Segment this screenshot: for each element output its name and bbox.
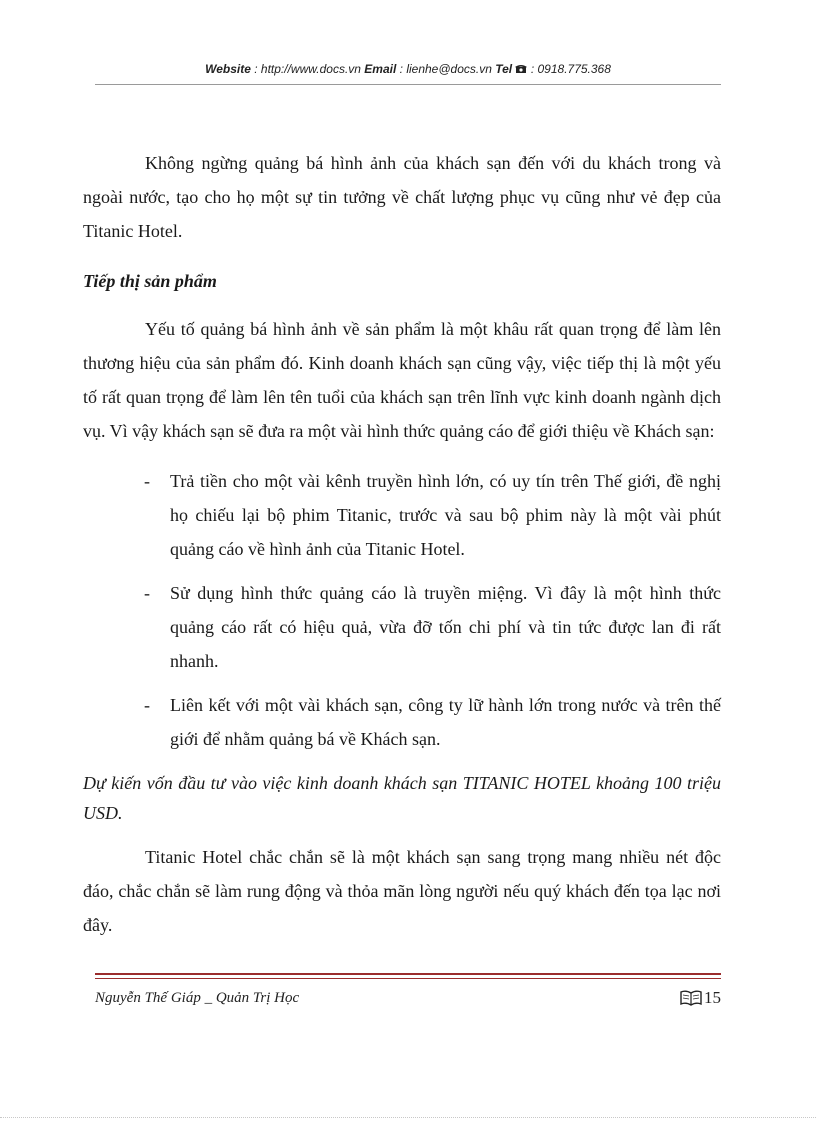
page-body — [83, 146, 721, 942]
footer-author: Nguyễn Thế Giáp _ Quản Trị Học — [95, 990, 300, 1006]
page-number: 15 — [704, 988, 721, 1007]
paragraph-intro: Không ngừng quảng bá hình ảnh của khách sạn đến với du khách trong và ngoài nước, tạo cho họ một sự tin tưởng về chất lượng phục vụ cũng như vẻ đẹp của Titanic Hotel. — [83, 153, 721, 241]
bullet-marker: - — [144, 695, 150, 715]
tel-label: Tel — [495, 62, 513, 76]
phone-icon — [515, 62, 530, 76]
bullet-list — [83, 464, 721, 756]
footer-divider-thin — [95, 978, 721, 979]
page-number-block — [680, 988, 721, 1008]
website-label: Website — [205, 62, 251, 76]
list-item — [83, 576, 721, 678]
page-header — [95, 62, 721, 76]
website-value: : http://www.docs.vn — [254, 62, 361, 76]
bullet-marker: - — [144, 583, 150, 603]
list-item-text: Trả tiền cho một vài kênh truyền hình lớn, có uy tín trên Thế giới, đề nghị họ chiếu lại bộ phim Titanic, trước và sau bộ phim này là một vài phút quảng cáo về hình ảnh của Titanic Hotel. — [170, 471, 721, 559]
section-heading: Tiếp thị sản phẩm — [83, 271, 217, 291]
page-bottom-edge — [0, 1117, 816, 1118]
paragraph-closing: Titanic Hotel chắc chắn sẽ là một khách sạn sang trọng mang nhiều nét độc đáo, chắc chắn sẽ làm rung động và thỏa mãn lòng người nếu quý khách đến tọa lạc nơi đây. — [83, 847, 721, 935]
tel-value: : 0918.775.368 — [530, 62, 611, 76]
bullet-marker: - — [144, 471, 150, 491]
list-item — [83, 688, 721, 756]
list-item-text: Sử dụng hình thức quảng cáo là truyền miệng. Vì đây là một hình thức quảng cáo rất có hiệu quả, vừa đỡ tốn chi phí và tin tức được lan đi rất nhanh. — [170, 583, 721, 671]
footer-divider-thick — [95, 973, 721, 975]
list-item — [83, 464, 721, 566]
paragraph-marketing: Yếu tố quảng bá hình ảnh về sản phẩm là một khâu rất quan trọng để làm lên thương hiệu của sản phẩm đó. Kinh doanh khách sạn cũng vậy, việc tiếp thị là một yếu tố rất quan trọng để làm lên tên tuổi của khách sạn trên lĩnh vực kinh doanh ngành dịch vụ. Vì vậy khách sạn sẽ đưa ra một vài hình thức quảng cáo để giới thiệu về Khách sạn: — [83, 319, 721, 441]
email-label: Email — [364, 62, 397, 76]
email-value: : lienhe@docs.vn — [399, 62, 492, 76]
book-icon — [680, 990, 702, 1006]
header-divider — [95, 84, 721, 85]
investment-note: Dự kiến vốn đầu tư vào việc kinh doanh khách sạn TITANIC HOTEL khoảng 100 triệu USD. — [83, 773, 721, 823]
list-item-text: Liên kết với một vài khách sạn, công ty lữ hành lớn trong nước và trên thế giới để nhằm quảng bá về Khách sạn. — [170, 695, 721, 749]
